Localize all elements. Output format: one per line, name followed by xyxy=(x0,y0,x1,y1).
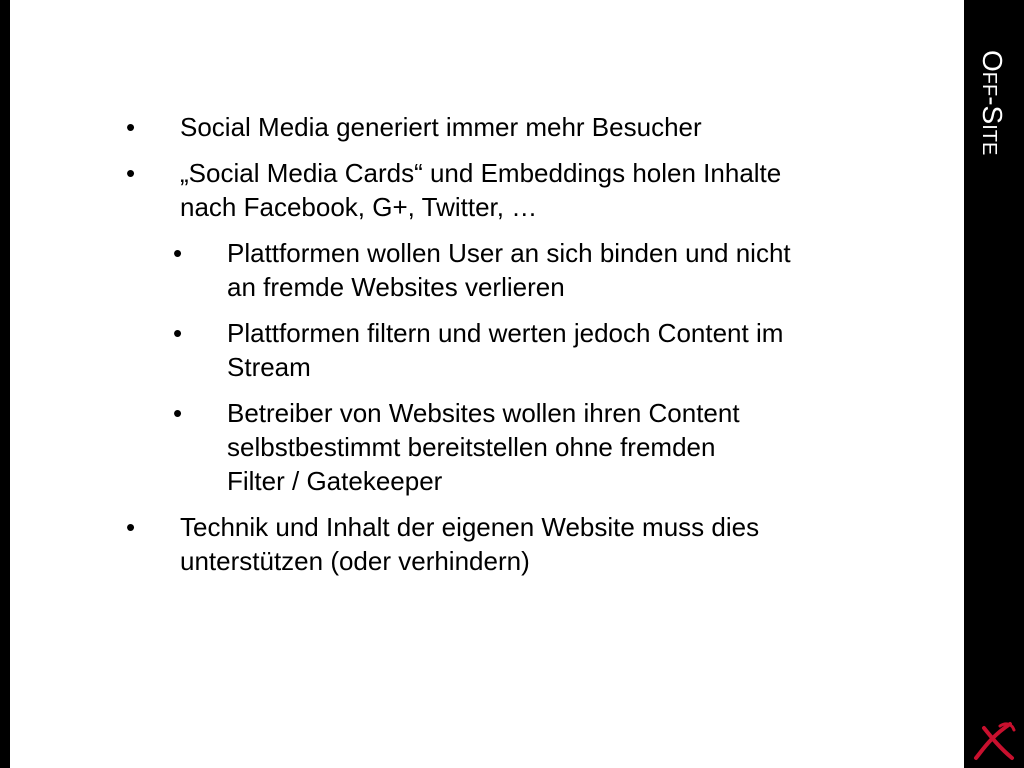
sub-bullet-text: • Plattformen filtern und werten jedoch Content im Stream xyxy=(227,318,784,382)
sub-bullet-item xyxy=(10,236,964,304)
bullet-text: • Technik und Inhalt der eigenen Website muss dies unterstützen (oder verhindern) xyxy=(180,512,760,576)
section-sidebar xyxy=(964,0,1024,768)
bullet-item xyxy=(10,510,964,578)
sub-bullet-text: • Betreiber von Websites wollen ihren Content selbstbestimmt bereitstellen ohne fremden Filter / Gatekeeper xyxy=(227,398,740,496)
bullet-text: • „Social Media Cards“ und Embeddings holen Inhalte nach Facebook, G+, Twitter, … xyxy=(180,158,782,222)
section-title: Off-Site xyxy=(977,50,1008,156)
sub-bullet-item xyxy=(10,396,964,498)
sub-bullet-text: • Plattformen wollen User an sich binden und nicht an fremde Websites verlieren xyxy=(227,238,791,302)
sub-bullet-item xyxy=(10,316,964,384)
bullet-text: • Social Media generiert immer mehr Besucher xyxy=(180,112,702,142)
bullet-list xyxy=(10,110,964,590)
x-logo-icon xyxy=(970,718,1018,764)
slide-content xyxy=(10,0,964,768)
bullet-item xyxy=(10,110,964,144)
bullet-item xyxy=(10,156,964,224)
